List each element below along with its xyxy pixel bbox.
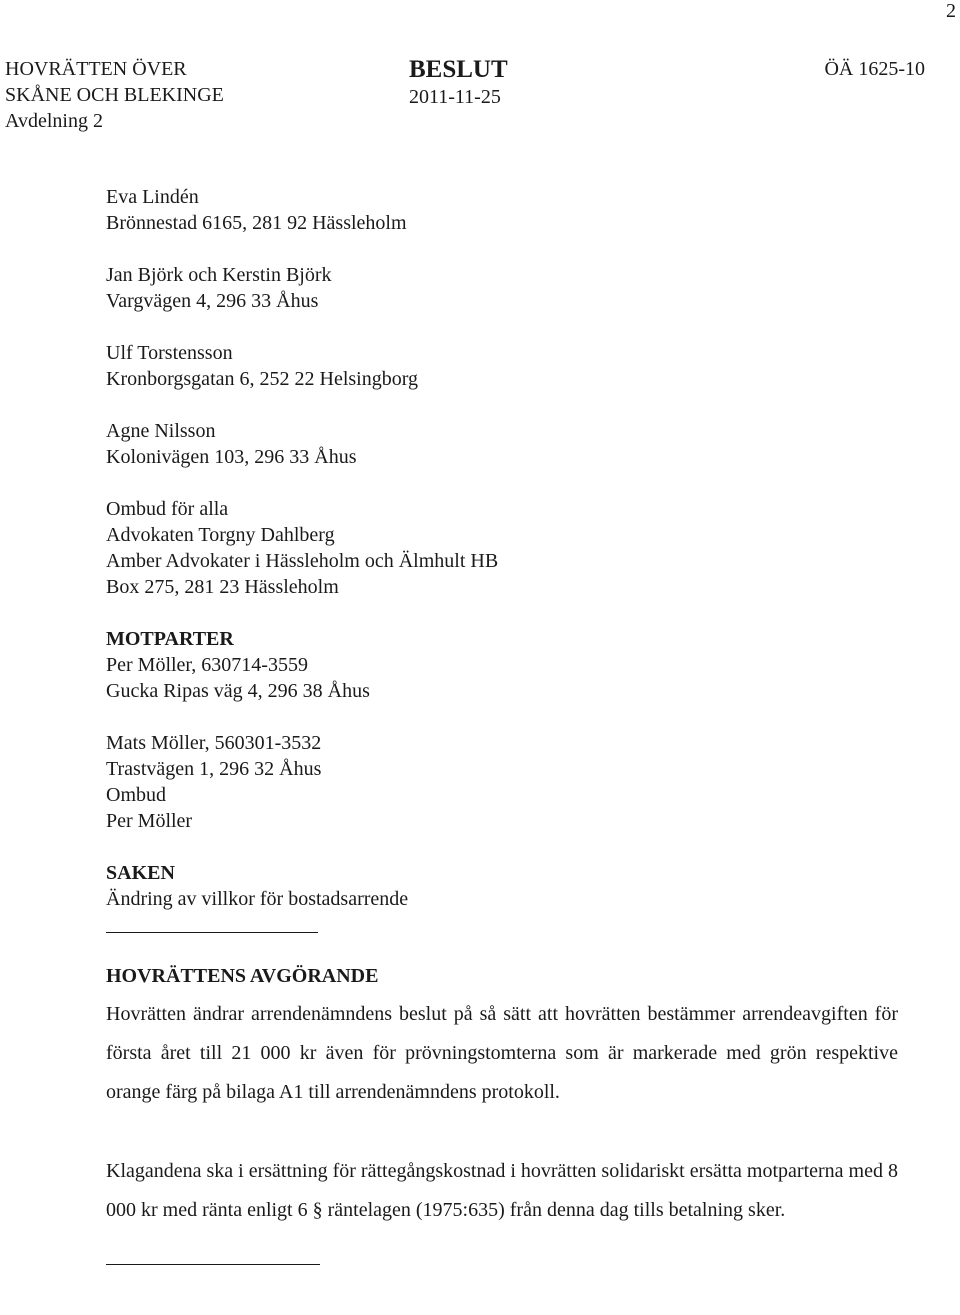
matter-heading: SAKEN bbox=[106, 862, 175, 884]
party-line: Jan Björk och Kerstin Björk bbox=[106, 264, 332, 286]
party-line: Trastvägen 1, 296 32 Åhus bbox=[106, 758, 322, 780]
party-line: Advokaten Torgny Dahlberg bbox=[106, 524, 335, 546]
party-line: Vargvägen 4, 296 33 Åhus bbox=[106, 290, 319, 312]
court-line: Avdelning 2 bbox=[5, 110, 103, 132]
court-name bbox=[5, 56, 224, 134]
counterparty-block bbox=[106, 626, 898, 704]
counsel-block bbox=[106, 496, 898, 600]
divider-line bbox=[106, 1264, 320, 1265]
court-line: HOVRÄTTEN ÖVER bbox=[5, 58, 187, 80]
page-number: 2 bbox=[946, 0, 956, 22]
matter-block bbox=[106, 860, 898, 912]
party-block bbox=[106, 418, 898, 470]
counterparty-block bbox=[106, 730, 898, 834]
party-line: Ombud för alla bbox=[106, 498, 229, 520]
party-block bbox=[106, 184, 898, 236]
party-line: Mats Möller, 560301-3532 bbox=[106, 732, 322, 754]
party-line: Brönnestad 6165, 281 92 Hässleholm bbox=[106, 212, 407, 234]
document-header bbox=[5, 56, 925, 136]
ruling-heading: HOVRÄTTENS AVGÖRANDE bbox=[106, 965, 379, 987]
party-line: Ulf Torstensson bbox=[106, 342, 233, 364]
matter-text: Ändring av villkor för bostadsarrende bbox=[106, 888, 409, 910]
ruling-paragraph: Hovrätten ändrar arrendenämndens beslut på så sätt att hovrätten bestämmer arrendeavgiften för första året till 21 000 kr även för prövningstomterna som är markerade med grön respektive orange färg på bilaga A1 till arrendenämndens protokoll. bbox=[106, 1003, 898, 1103]
party-line: Agne Nilsson bbox=[106, 420, 216, 442]
case-number: ÖÄ 1625-10 bbox=[824, 58, 925, 80]
party-line: Eva Lindén bbox=[106, 186, 199, 208]
decision-info bbox=[409, 56, 508, 110]
ruling-paragraph: Klagandena ska i ersättning för rättegångskostnad i hovrätten solidariskt ersätta motparterna med 8 000 kr med ränta enligt 6 § räntelagen (1975:635) från denna dag tills betalning sker. bbox=[106, 1160, 898, 1221]
counterparties-heading: MOTPARTER bbox=[106, 628, 234, 650]
party-line: Kolonivägen 103, 296 33 Åhus bbox=[106, 446, 357, 468]
decision-date: 2011-11-25 bbox=[409, 86, 501, 108]
party-line: Gucka Ripas väg 4, 296 38 Åhus bbox=[106, 680, 370, 702]
divider-line bbox=[106, 932, 318, 933]
court-line: SKÅNE OCH BLEKINGE bbox=[5, 84, 224, 106]
party-block bbox=[106, 262, 898, 314]
party-block bbox=[106, 340, 898, 392]
document-type: BESLUT bbox=[409, 56, 508, 83]
party-line: Kronborgsgatan 6, 252 22 Helsingborg bbox=[106, 368, 419, 390]
party-line: Ombud bbox=[106, 784, 166, 806]
party-line: Per Möller, 630714-3559 bbox=[106, 654, 308, 676]
party-line: Amber Advokater i Hässleholm och Älmhult HB bbox=[106, 550, 499, 572]
document-body bbox=[106, 184, 898, 1265]
party-line: Box 275, 281 23 Hässleholm bbox=[106, 576, 339, 598]
party-line: Per Möller bbox=[106, 810, 193, 832]
